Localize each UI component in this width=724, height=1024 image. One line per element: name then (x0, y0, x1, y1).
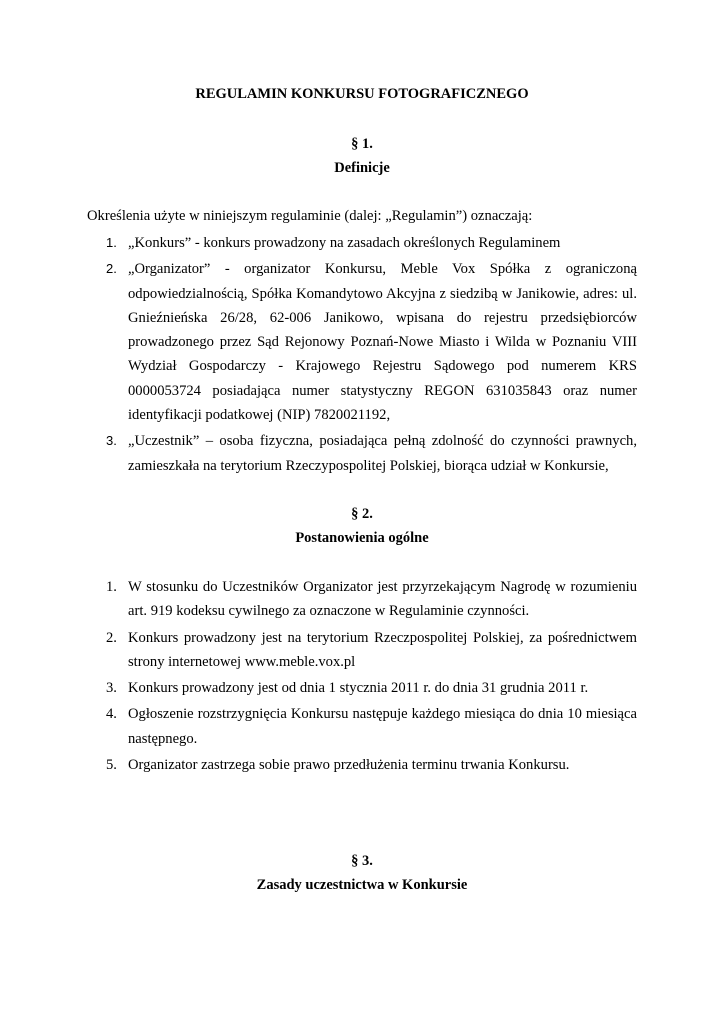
list-item-number: 1. (106, 579, 117, 595)
section3-heading: Zasady uczestnictwa w Konkursie (256, 877, 468, 893)
list-item-text: „Uczestnik” – osoba fizyczna, posiadająca pełną zdolność do czynności prawnych, zamieszkała na terytorium Rzeczypospolitej Polskiej, biorąca udział w Konkursie, (128, 433, 637, 474)
section1-intro: Określenia użyte w niniejszym regulaminie (dalej: „Regulamin”) oznaczają: (87, 208, 533, 224)
section1-number: § 1. (351, 136, 373, 152)
list-item (87, 575, 637, 624)
list-item-number: 2. (106, 629, 117, 646)
list-item-number: 5. (106, 757, 117, 774)
section2-list (87, 575, 637, 779)
list-item-number: 3. (106, 433, 117, 449)
list-item-text: Konkurs prowadzony jest na terytorium Rzeczpospolitej Polskiej, za pośrednictwem strony internetowej www.meble.vox.pl (128, 629, 637, 670)
list-item-text: Konkurs prowadzony jest od dnia 1 stycznia 2011 r. do dnia 31 grudnia 2011 r. (128, 680, 589, 697)
list-item-text: „Organizator” - organizator Konkursu, Meble Vox Spółka z ograniczoną odpowiedzialnością, Spółka Komandytowo Akcyjna z siedzibą w Janikowie, adres: ul. Gnieźnieńska 26/28, 62-006 Janikowo, wpisana do rejestru przedsiębiorców prowadzonego przez Sąd Rejonowy Poznań-Nowe Miasto i Wilda w Poznaniu VIII Wydział Gospodarczy - Krajowego Rejestru Sądowego pod numerem KRS 0000053724 posiadająca numer statystyczny REGON 631035843 oraz numer identyfikacji podatkowej (NIP) 7820021192, (128, 261, 637, 424)
section1-list (87, 231, 637, 480)
section3-number: § 3. (351, 853, 373, 869)
list-item-text: W stosunku do Uczestników Organizator jest przyrzekającym Nagrodę w rozumieniu art. 919 kodeksu cywilnego za oznaczone w Regulaminie czynności. (128, 579, 637, 620)
section2-heading: Postanowienia ogólne (295, 530, 429, 546)
list-item-number: 4. (106, 706, 117, 723)
section2-number: § 2. (351, 506, 373, 522)
document-title: REGULAMIN KONKURSU FOTOGRAFICZNEGO (195, 86, 529, 102)
list-item (87, 626, 637, 675)
list-item-number: 1. (106, 235, 117, 250)
list-item (87, 257, 637, 427)
list-item-text: Ogłoszenie rozstrzygnięcia Konkursu następuje każdego miesiąca do dnia 10 miesiąca następnego. (128, 706, 637, 747)
list-item-text: „Konkurs” - konkurs prowadzony na zasadach określonych Regulaminem (128, 235, 561, 251)
list-item (87, 702, 637, 751)
list-item-number: 2. (106, 261, 117, 277)
list-item-number: 3. (106, 680, 117, 697)
list-item-text: Organizator zastrzega sobie prawo przedłużenia terminu trwania Konkursu. (128, 757, 570, 774)
list-item (87, 231, 637, 255)
list-item (87, 676, 637, 700)
section1-heading: Definicje (334, 160, 390, 176)
list-item (87, 753, 637, 777)
list-item (87, 429, 637, 478)
